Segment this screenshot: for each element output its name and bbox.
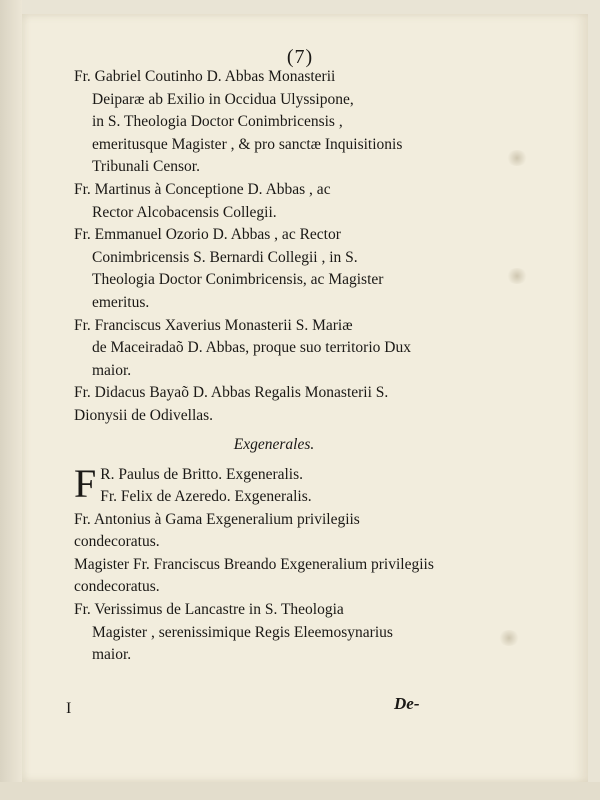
paper-stain [506,268,528,284]
clergy-entry [74,66,434,179]
text-line: R. Paulus de Britto. Exgeneralis. [100,465,304,483]
text-line: Fr. Felix de Azeredo. Exgeneralis. [100,488,312,506]
text-line: Fr. Gabriel Coutinho D. Abbas Monasterii [74,68,336,85]
signature-mark: I [66,700,72,717]
clergy-entry [74,224,434,314]
page-bottom-edge [0,782,600,800]
main-text [74,66,434,667]
text-line: Fr. Franciscus Xaverius Monasterii S. Mariæ [74,316,353,334]
page-number: (7) [286,46,314,68]
text-line: Magister Fr. Franciscus Breando Exgeneralium privilegiis condecoratus. [74,555,434,596]
text-line: Rector Alcobacensis Collegii. [92,203,277,221]
exgeneral-entry [74,509,434,554]
text-line: Conimbricensis S. Bernardi Collegii , in S. [92,248,358,266]
text-line: Deiparæ ab Exilio in Occidua Ulyssipone, [92,90,354,108]
book-gutter [0,0,22,800]
exgeneral-entry [74,599,434,667]
exgeneral-entry [74,460,434,509]
text-line: Fr. Verissimus de Lancastre in S. Theologia [74,601,344,619]
clergy-entry [74,382,434,427]
catchword: De- [394,694,420,713]
exgeneral-entry [74,554,434,599]
paper-stain [506,150,528,166]
paper-stain [498,630,520,646]
text-line: de Maceiradaõ D. Abbas, proque suo territorio Dux maior. [92,339,411,379]
text-line: in S. Theologia Doctor Conimbricensis , [92,113,343,131]
text-line: Magister , serenissimique Regis Eleemosynarius maior. [92,623,393,664]
drop-cap: F [74,460,97,506]
text-line: Fr. Didacus Bayaõ D. Abbas Regalis Monasterii S. Dionysii de Odivellas. [74,384,389,424]
text-line: emeritusque Magister , & pro sanctæ Inquisitionis Tribunali Censor. [92,135,403,176]
text-line: Theologia Doctor Conimbricensis, ac Magister emeritus. [92,271,384,311]
text-line: Fr. Emmanuel Ozorio D. Abbas , ac Rector [74,226,341,244]
clergy-entry [74,179,434,224]
text-line: Fr. Antonius à Gama Exgeneralium privilegiis condecoratus. [74,510,360,551]
text-line: Fr. Martinus à Conceptione D. Abbas , ac [74,180,331,198]
section-title: Exgenerales. [233,435,315,453]
clergy-entry [74,315,434,383]
